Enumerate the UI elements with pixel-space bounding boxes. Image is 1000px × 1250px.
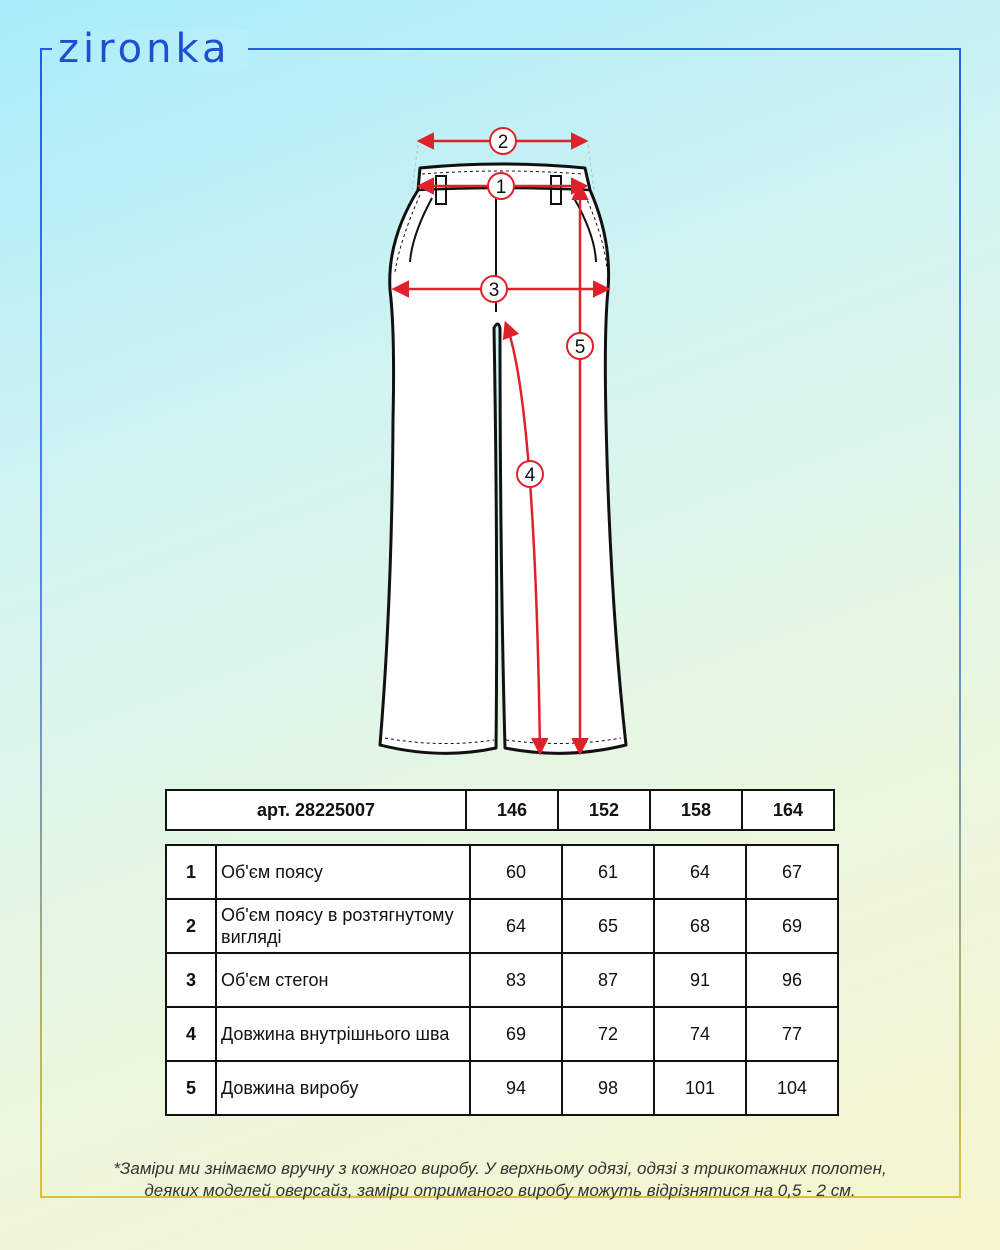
table-cell: 69 — [746, 899, 838, 953]
table-row — [166, 953, 838, 1007]
table-cell: 77 — [746, 1007, 838, 1061]
table-cell: 72 — [562, 1007, 654, 1061]
article-number: арт. 28225007 — [166, 790, 466, 830]
row-number: 2 — [166, 899, 216, 953]
size-146: 146 — [466, 790, 558, 830]
table-cell: 64 — [470, 899, 562, 953]
footnote-line-1: *Заміри ми знімаємо вручну з кожного виробу. У верхньому одязі, одязі з трикотажних полотен, — [113, 1159, 887, 1178]
svg-text:1: 1 — [495, 177, 507, 198]
row-label: Довжина внутрішнього шва — [216, 1007, 470, 1061]
marker-1 — [488, 173, 514, 199]
row-number: 4 — [166, 1007, 216, 1061]
table-cell: 61 — [562, 845, 654, 899]
table-row — [166, 845, 838, 899]
table-cell: 65 — [562, 899, 654, 953]
svg-text:5: 5 — [574, 337, 586, 358]
table-cell: 98 — [562, 1061, 654, 1115]
table-cell: 83 — [470, 953, 562, 1007]
table-cell: 101 — [654, 1061, 746, 1115]
size-152: 152 — [558, 790, 650, 830]
marker-3 — [481, 276, 507, 302]
pants-diagram — [370, 120, 630, 770]
pants-outline — [380, 164, 626, 753]
table-cell: 104 — [746, 1061, 838, 1115]
size-158: 158 — [650, 790, 742, 830]
table-row — [166, 1061, 838, 1115]
brand-logo: zironka — [58, 26, 231, 72]
table-cell: 91 — [654, 953, 746, 1007]
row-number: 1 — [166, 845, 216, 899]
row-label: Довжина виробу — [216, 1061, 470, 1115]
marker-5 — [567, 333, 593, 359]
row-number: 5 — [166, 1061, 216, 1115]
footnote — [50, 1158, 950, 1202]
row-label: Об'єм поясу — [216, 845, 470, 899]
row-number: 3 — [166, 953, 216, 1007]
table-cell: 87 — [562, 953, 654, 1007]
footnote-line-2: деяких моделей оверсайз, заміри отриманого виробу можуть відрізнятися на 0,5 - 2 см. — [144, 1181, 856, 1200]
table-cell: 67 — [746, 845, 838, 899]
measurements-table — [165, 844, 839, 1116]
size-164: 164 — [742, 790, 834, 830]
table-cell: 94 — [470, 1061, 562, 1115]
header-row — [166, 790, 834, 830]
table-cell: 68 — [654, 899, 746, 953]
svg-text:2: 2 — [497, 132, 509, 153]
table-cell: 64 — [654, 845, 746, 899]
table-cell: 96 — [746, 953, 838, 1007]
row-label: Об'єм поясу в розтягнутому вигляді — [216, 899, 470, 953]
table-cell: 74 — [654, 1007, 746, 1061]
marker-2 — [490, 128, 516, 154]
size-header-table — [165, 789, 835, 831]
marker-4 — [517, 461, 543, 487]
table-row — [166, 1007, 838, 1061]
row-label: Об'єм стегон — [216, 953, 470, 1007]
table-cell: 69 — [470, 1007, 562, 1061]
table-cell: 60 — [470, 845, 562, 899]
svg-text:3: 3 — [488, 280, 500, 301]
svg-text:4: 4 — [524, 465, 536, 486]
table-row — [166, 899, 838, 953]
